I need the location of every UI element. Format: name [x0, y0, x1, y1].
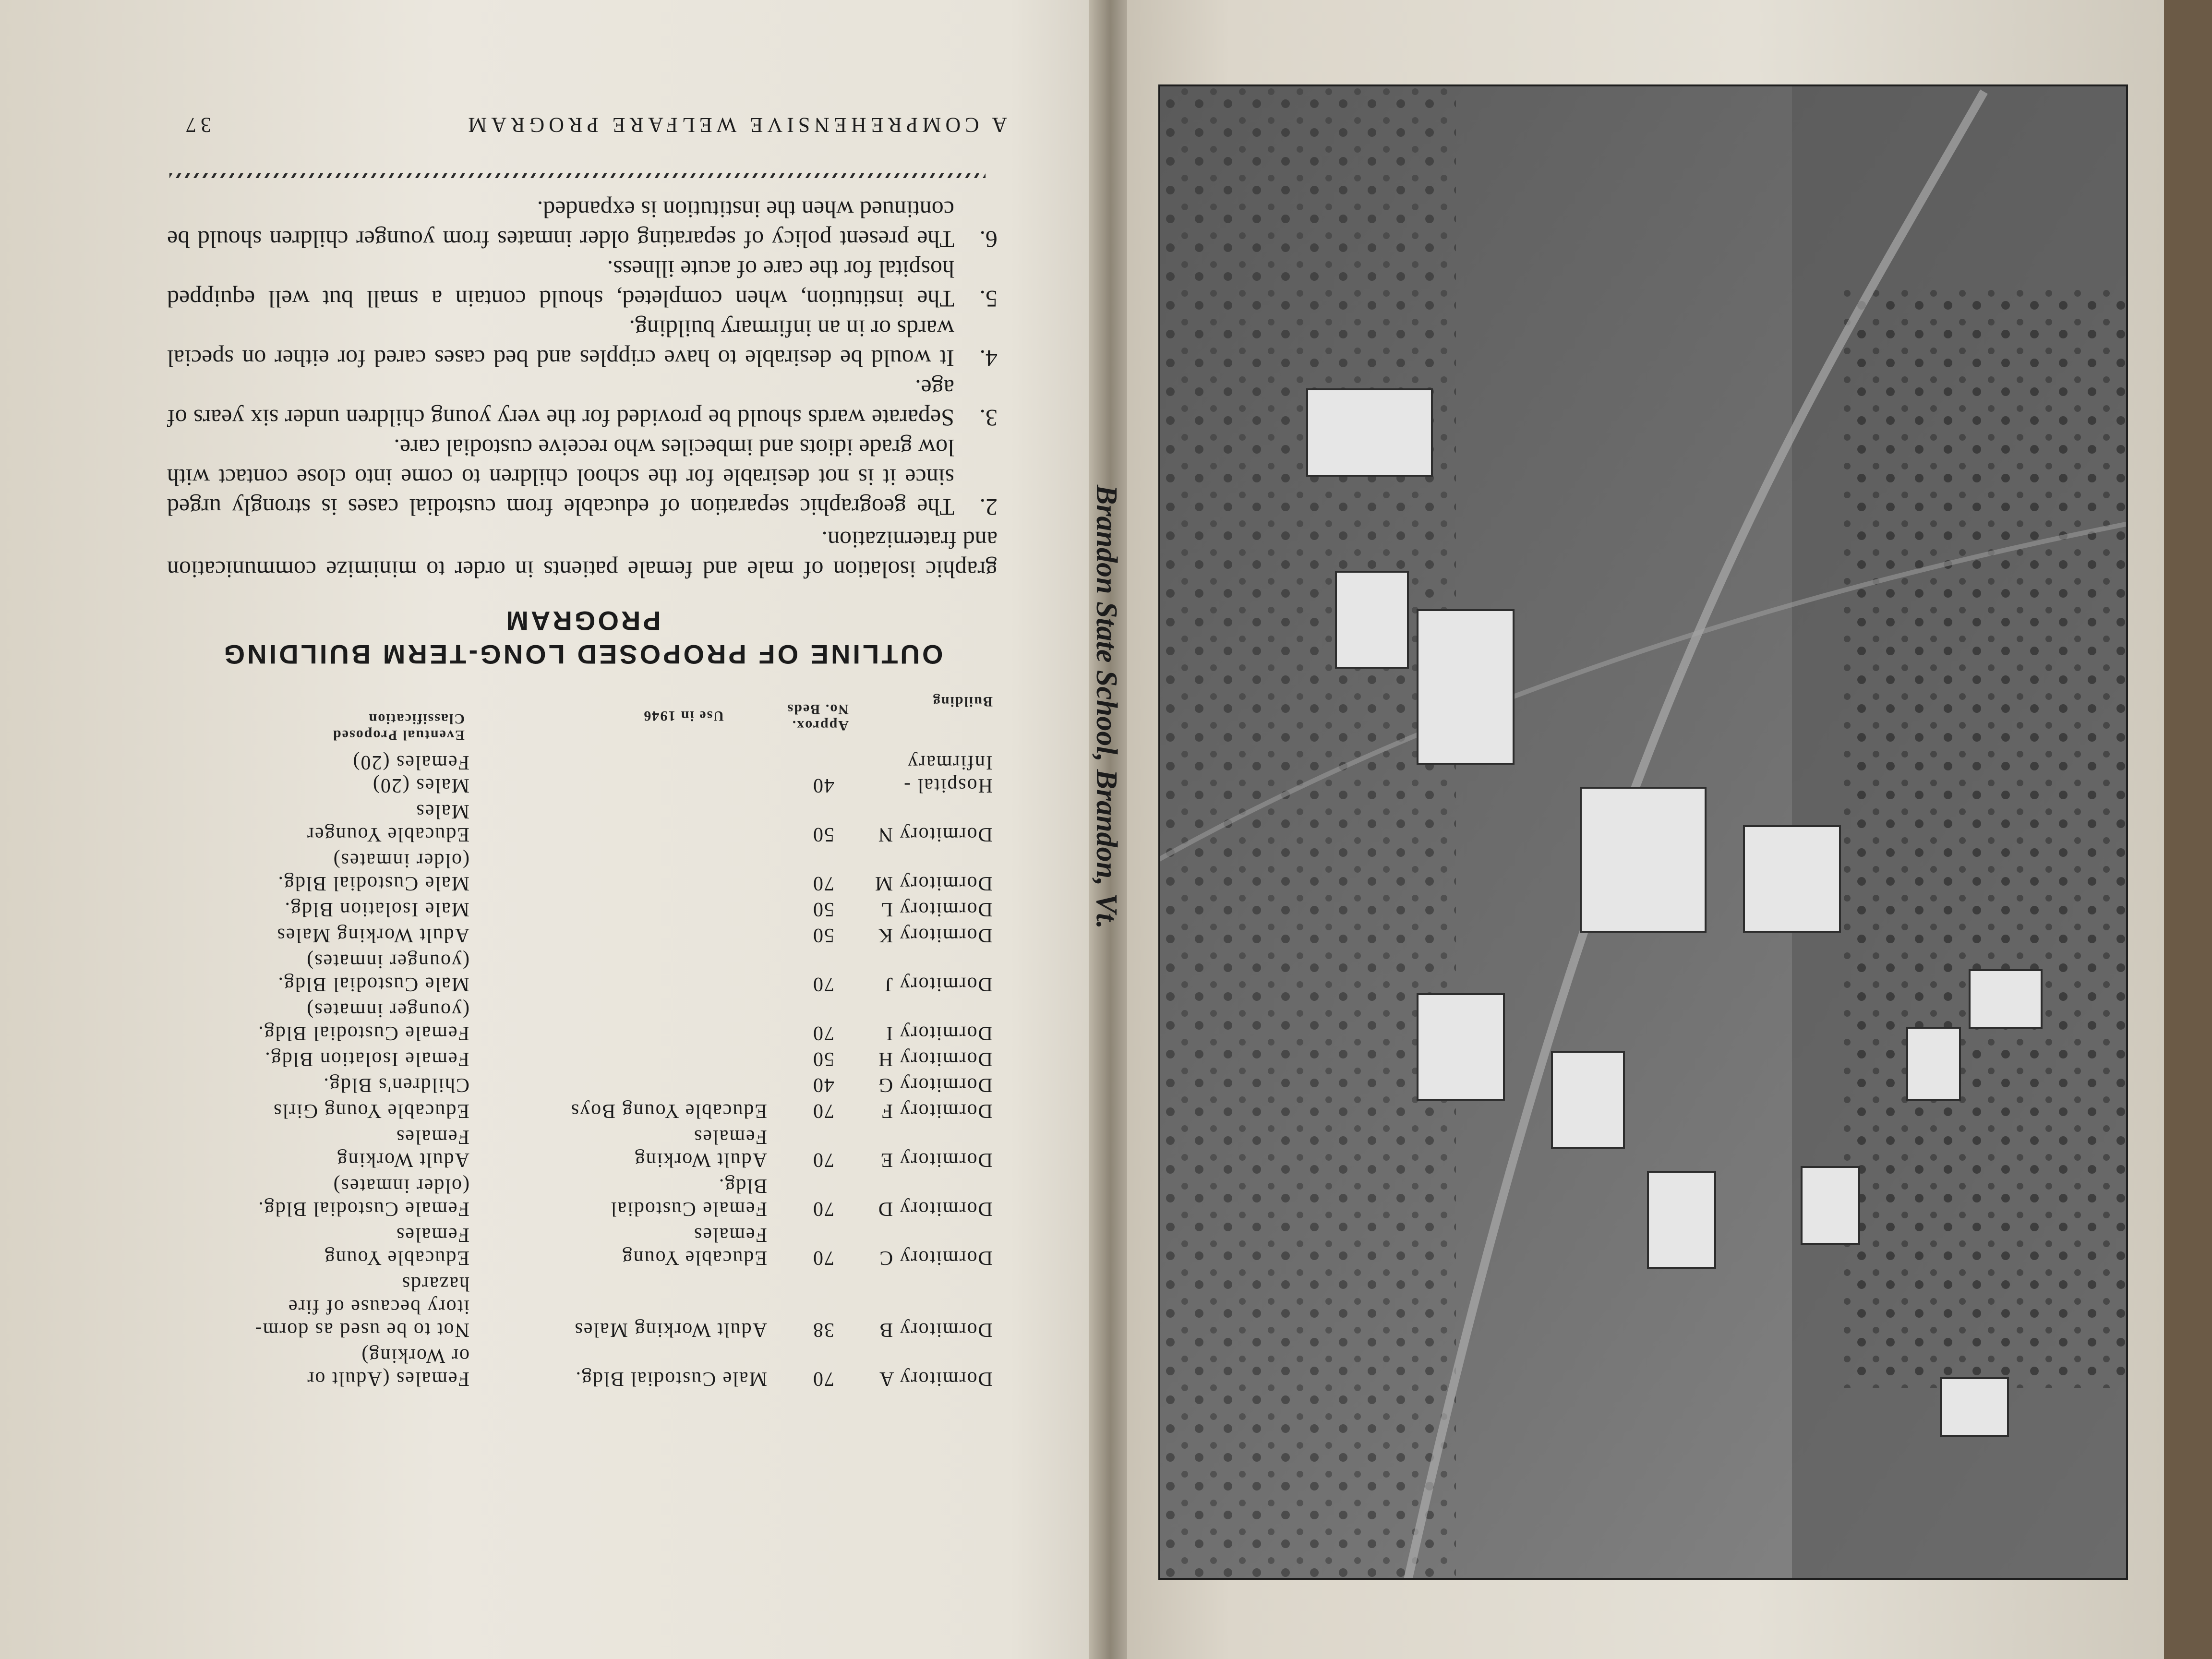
table-cell-building: Dormitory N [877, 823, 993, 845]
table-cell-building: Dormitory J [884, 973, 993, 995]
table-cell-building: Dormitory L [879, 898, 993, 920]
table-cell-beds: 70 [812, 1247, 834, 1269]
table-cell-beds: 38 [812, 1319, 834, 1341]
table-cell-classification: Female Custodial Bldg. (younger inmates) [257, 999, 469, 1044]
table-cell-beds: 40 [812, 774, 834, 796]
table-cell-classification: Children's Bldg. [323, 1074, 469, 1096]
table-row [162, 921, 993, 947]
table-cell-building: Dormitory B [878, 1319, 993, 1341]
table-cell-building: Dormitory E [879, 1149, 993, 1171]
list-item-text: Separate wards should be provided for the very young children under six years of age. [167, 375, 954, 432]
table-cell-classification: Not to be used as dorm- itory because of fire hazards [254, 1273, 469, 1341]
table-cell-use: Adult Working Males [574, 1319, 767, 1341]
table-cell-classification: Adult Working Females [336, 1126, 469, 1171]
table-cell-classification: Male Custodial Bldg. (older inmates) [277, 849, 469, 894]
table-cell-classification: Males (20) Females (20) [352, 751, 469, 796]
table-cell-building: Dormitory G [877, 1074, 993, 1096]
running-head [181, 113, 1007, 137]
table-row [162, 748, 993, 797]
table-row [162, 797, 993, 846]
table-cell-building: Dormitory H [877, 1048, 993, 1070]
table-cell-classification: Male Isolation Bldg. [284, 898, 469, 920]
table-row [162, 1171, 993, 1220]
table-row [162, 1122, 993, 1171]
table-cell-beds: 70 [812, 872, 834, 894]
list-item [167, 195, 998, 254]
list-item-number: 2. [979, 494, 998, 521]
table-cell-building: Dormitory C [878, 1247, 993, 1269]
intro-continuation: graphic isolation of male and female patients in order to minimize communication and fraternization. [167, 527, 998, 583]
list-item-number: 6. [979, 226, 998, 253]
list-item [167, 254, 998, 314]
table-cell-classification: Adult Working Males [276, 924, 469, 946]
table-cell-building: Dormitory M [874, 872, 993, 894]
table-row [162, 996, 993, 1045]
table-cell-building: Dormitory D [877, 1198, 993, 1220]
table-cell-beds: 70 [812, 1149, 834, 1171]
col-header-beds: Approx. No. Beds [786, 701, 849, 733]
table-cell-classification: Female Isolation Bldg. [264, 1048, 469, 1070]
table-cell-building: Dormitory F [880, 1100, 993, 1122]
list-item [167, 373, 998, 433]
table-row [162, 947, 993, 996]
list-item-number: 4. [979, 345, 998, 372]
list-item [167, 433, 998, 522]
table-cell-classification: Educable Young Females [324, 1224, 469, 1269]
table-row [162, 1269, 993, 1341]
table-cell-building: Dormitory I [885, 1022, 993, 1044]
photo-caption: Brandon State School, Brandon, Vt. [1090, 485, 1123, 929]
table-cell-building: Dormitory K [877, 924, 993, 946]
table-cell-beds: 50 [812, 898, 834, 920]
list-item-text: It would be desirable to have cripples and bed cases cared for either on special wards or in an infirmary building. [167, 315, 954, 372]
table-cell-beds: 70 [812, 973, 834, 995]
col-header-classification: Eventual Proposed Classification [332, 711, 465, 743]
table-header [162, 685, 993, 743]
table-cell-classification: Females (Adult or or Working) [306, 1345, 469, 1390]
section-heading: OUTLINE OF PROPOSED LONG-TERM BUILDING PROGRAM [221, 606, 943, 670]
table-row [162, 846, 993, 895]
table-row [162, 1070, 993, 1096]
table-cell-beds: 70 [812, 1368, 834, 1390]
table-cell-classification: Educable Younger Males [306, 800, 469, 845]
building-table [162, 748, 993, 1390]
table-row [162, 1096, 993, 1122]
table-cell-beds: 50 [812, 823, 834, 845]
table-row [162, 895, 993, 921]
table-cell-use: Female Custodial Bldg. [610, 1175, 767, 1220]
table-cell-building: Dormitory A [878, 1368, 993, 1390]
table-cell-classification: Male Custodial Bldg. (younger inmates) [277, 950, 469, 995]
list-item-text: The present policy of separating older inmates from younger children should be continued when the institution is expanded. [167, 196, 954, 253]
col-header-building: Building [932, 694, 993, 709]
table-cell-use: Educable Young Females [621, 1224, 767, 1269]
table-cell-beds: 70 [812, 1100, 834, 1122]
table-row [162, 1220, 993, 1269]
numbered-list [167, 195, 998, 585]
table-cell-beds: 50 [812, 924, 834, 946]
list-item-text: The geographic separation of educable from custodial cases is strongly urged since it is not desirable for the school children to come into close contact with low grade idiots and imbeciles who receive custodial care. [167, 434, 954, 521]
list-item-text: The institution, when completed, should contain a small but well equipped hospital for the care of acute illness. [167, 256, 954, 313]
page-number: 37 [181, 113, 211, 137]
list-item-number: 5. [979, 286, 998, 313]
list-item-number: 3. [979, 405, 998, 432]
table-cell-beds: 70 [812, 1198, 834, 1220]
table-cell-use: Educable Young Boys [570, 1100, 767, 1122]
table-row [162, 1045, 993, 1070]
running-head-title: A COMPREHENSIVE WELFARE PROGRAM [464, 113, 1007, 137]
table-cell-classification: Female Custodial Bldg. (older inmates) [257, 1175, 469, 1220]
table-row [162, 1341, 993, 1390]
aerial-photo-image [1158, 84, 2128, 1580]
table-cell-beds: 70 [812, 1022, 834, 1044]
aerial-photo [1158, 84, 2128, 1580]
table-cell-use: Male Custodial Bldg. [575, 1368, 767, 1390]
table-cell-beds: 40 [812, 1074, 834, 1096]
col-header-use: Use in 1946 [643, 708, 724, 724]
list-item [167, 314, 998, 373]
table-cell-classification: Educable Young Girls [273, 1100, 469, 1122]
table-cell-building: Hospital - Infirmary [903, 751, 993, 796]
table-cell-beds: 50 [812, 1048, 834, 1070]
table-cell-use: Adult Working Females [634, 1126, 767, 1171]
decorative-rule [169, 173, 986, 178]
